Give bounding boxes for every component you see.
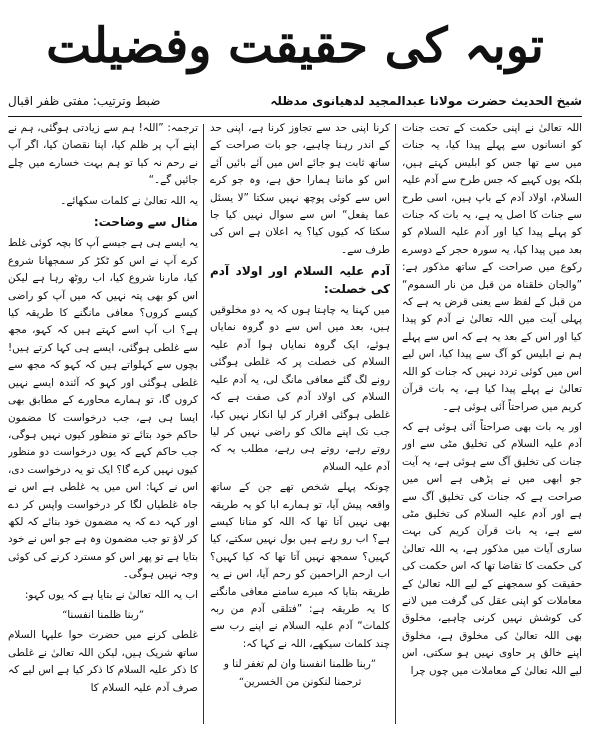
- compiler-credit: ضبط وترتیب: مفتی ظفر اقبال: [8, 94, 161, 108]
- paragraph: یہ ایسے ہی ہے جیسے آپ کا بچہ کوئی غلط کرے آپ نے اس کو ٹکڑ کر سمجھانا شروع کیا، مارنا شروع کیا، اب روٹھ رہا ہے لیکن اس کو بھی پتہ نہیں کہ میں آپ کو راضی کیسے کروں؟ معافی مانگنے کا طریقہ کیا ہے؟ اب آپ اسے کہتے ہیں کہ کہو، مجھ سے غلطی ہوگئی، ایسے ہی کہا کرتے ہیں! بچوں سے کہلواتے ہیں کہ کہو کہ مجھ سے غلطی ہوگئی اور کہو کہ آئندہ ایسے نہیں کروں گا، تو ہمارے محاورے کے مطابق بھی ایسا ہی ہے، جب درخواست کا مضمون حاکم خود بتائے تو منظور کیوں نہیں ہوگی، جب حاکم کہے کہ یوں درخواست دو منظور کیوں نہیں کرے گا؟ ایک تو یہ درخواست دی، اس نے کہا: اس میں یہ غلطی ہے اس نے جاہ غلطیاں لگا کر درخواست واپس کر دے اور کہہ دے کہ یہ مضمون خود بنائے کہ لکھ کر لاؤ تو جب مضمون وہ ہے جو اس نے خود بتایا ہے تو پھر اس کو مسترد کرنے کی کوئی وجہ نہیں ہوگی۔: [8, 237, 198, 581]
- paragraph: غلطی کرنے میں حضرت حوا علیہا السلام ساتھ شریک ہیں، لیکن اللہ تعالیٰ نے غلطی کا ذکر علیہ السلام کا ذکر کیا ہے اس لیے کہ صرف آدم علیہ السلام کا: [8, 629, 198, 694]
- column-divider: [395, 124, 396, 724]
- column-divider: [203, 124, 204, 724]
- arabic-verse: ”ربنا ظلمنا انفسنا“: [61, 608, 145, 621]
- section-heading: آدم علیہ السلام اور اولاد آدم کی خصلت:: [210, 264, 390, 296]
- article-title: توبہ کی حقیقت وفضیلت: [46, 18, 544, 74]
- paragraph: اب یہ اللہ تعالیٰ نے بتایا ہے کہ یوں کہو:: [24, 588, 198, 601]
- paragraph: اور یہ بات بھی صراحتاً آئی ہوئی ہے کہ آدم علیہ السلام کی تخلیق مٹی سے اور جنات کی تخلیق آگ سے ہوئی ہے، یہ آیت جو ابھی میں نے پڑھی ہے اس میں صراحت ہے کہ جنات کی تخلیق آگ سے ہے اور آدم علیہ السلام کی تخلیق مٹی سے ہے، یہ بات قرآن کریم کی بہت ساری آیات میں مذکور ہے، یہ اللہ تعالیٰ کی حکمت کا تقاضا تھا کہ اس حکمت کی حقیقت کو سمجھنے کے لیے اللہ تعالیٰ کے معاملات کو اپنی عقل کی گرفت میں لانے کی کوشش نہیں کرنی چاہیے، مخلوق بھی اللہ تعالیٰ کی مخلوق ہے، مخلوق اپنے خالق پر حاوی نہیں ہو سکتی، اس لیے اللہ تعالیٰ کے معاملات میں چوں چرا: [402, 420, 582, 677]
- author-name: شیخ الحدیث حضرت مولانا عبدالمجید لدھیانوی مدظلہ: [270, 94, 582, 108]
- paragraph: ترجمہ: ”اللہ! ہم سے زیادتی ہوگئی، ہم نے اپنے آپ پر ظلم کیا، اپنا نقصان کیا، اگر آپ نے رحم نہ کیا تو ہم بہت خسارے میں چلے جائیں گے۔“: [8, 122, 198, 187]
- paragraph: اللہ تعالیٰ نے اپنی حکمت کے تحت جنات کو انسانوں سے پہلے پیدا کیا، یہ جنات میں سے تھا جس کو ابلیس کہتے ہیں، بلکہ یوں کہیے کہ جس طرح سے آدم علیہ السلام، اولاد آدم کے باپ ہیں، اسی طرح سے جنات کا اصل یہ ہے، یہ بات کہ جنات کو پہلے پیدا کیا اور آدم علیہ السلام کو بعد میں پیدا کیا، یہ سورہ حجر کے دوسرے رکوع میں صراحت کے ساتھ مذکور ہے: ”والجان خلقناہ من قبل من نار السموم“ من قبل کے لفظ سے یعنی قرض یہ ہے کہ پہلی آیت میں اللہ تعالیٰ نے آدم کو پیدا کیا اور اس کے بعد یہ ہے کہ اس سے پہلے ہم نے ابلیس کو آگ سے پیدا کیا، اس لیے اس میں کوئی تردد نہیں کہ جنات کو اللہ تعالیٰ نے پہلے پیدا کیا ہے، یہ بات قرآن کریم میں صراحتاً آئی ہوئی ہے۔: [402, 122, 582, 413]
- arabic-verse: ”ربنا ظلمنا انفسنا وان لم تغفر لنا و ترحمنا لنکونن من الخسرین“: [223, 658, 377, 688]
- paragraph: یہ اللہ تعالیٰ نے کلمات سکھائے۔: [60, 194, 198, 207]
- byline: [8, 88, 582, 117]
- article-column-left: [8, 120, 198, 726]
- article-column-right: [402, 120, 582, 726]
- paragraph: میں کہنا یہ چاہتا ہوں کہ یہ دو مخلوقیں ہیں، بعد میں اس سے دو گروہ نمایاں ہوئے، ایک گروہ نمایاں ہوا آدم علیہ السلام کی خصلت پر کہ غلطی ہوگئی رونے لگ گئے معافی مانگ لی، یہ آدم علیہ السلام کی اولاد آدم کی صفت ہے کہ غلطی ہوگئی اقرار کر لیا انکار نہیں کیا، جب تک اپنے مالک کو راضی نہیں کر لیا روتے رہے، روتے ہی رہے، مطلب یہ کہ آدم علیہ السلام: [210, 304, 390, 473]
- paragraph: چونکہ پہلے شخص تھے جن کے ساتھ واقعہ پیش آیا، تو ہمارے ابا کو یہ طریقہ بھی نہیں آتا تھا کہ اللہ کو منانا کیسے ہے؟ اب رو رہے ہیں بول نہیں سکتے، کیا کہیں؟ سمجھ نہیں آتا تھا کہ کیا کہیں؟ اب ارحم الراحمین کو رحم آیا، اس نے یہ طریقہ بتایا کہ میرے سامنے معافی مانگنے کا یہ طریقہ ہے: ”فتلقی آدم من ربہ کلمات“ آدم علیہ السلام نے اپنے رب سے چند کلمات سیکھے، اللہ نے کہا کہ:: [210, 481, 390, 650]
- section-heading: مثال سے وضاحت:: [93, 215, 198, 230]
- article-column-middle: [210, 120, 390, 726]
- paragraph: کرنا اپنی حد سے تجاوز کرنا ہے، اپنی حد کے اندر رہنا چاہیے، جو بات صراحت کے ساتھ ثابت ہو جائے اس میں آئے بائیں آئے اس کو ماننا ہمارا حق ہے، وہ جو کرے اس سے کوئی پوچھ نہیں سکتا ”لا یسئل عما یفعل“ اس سے سوال نہیں کیا جا سکتا کہ کیوں کیا؟ یہ اعلان ہے اس کی طرف سے۔: [210, 122, 390, 256]
